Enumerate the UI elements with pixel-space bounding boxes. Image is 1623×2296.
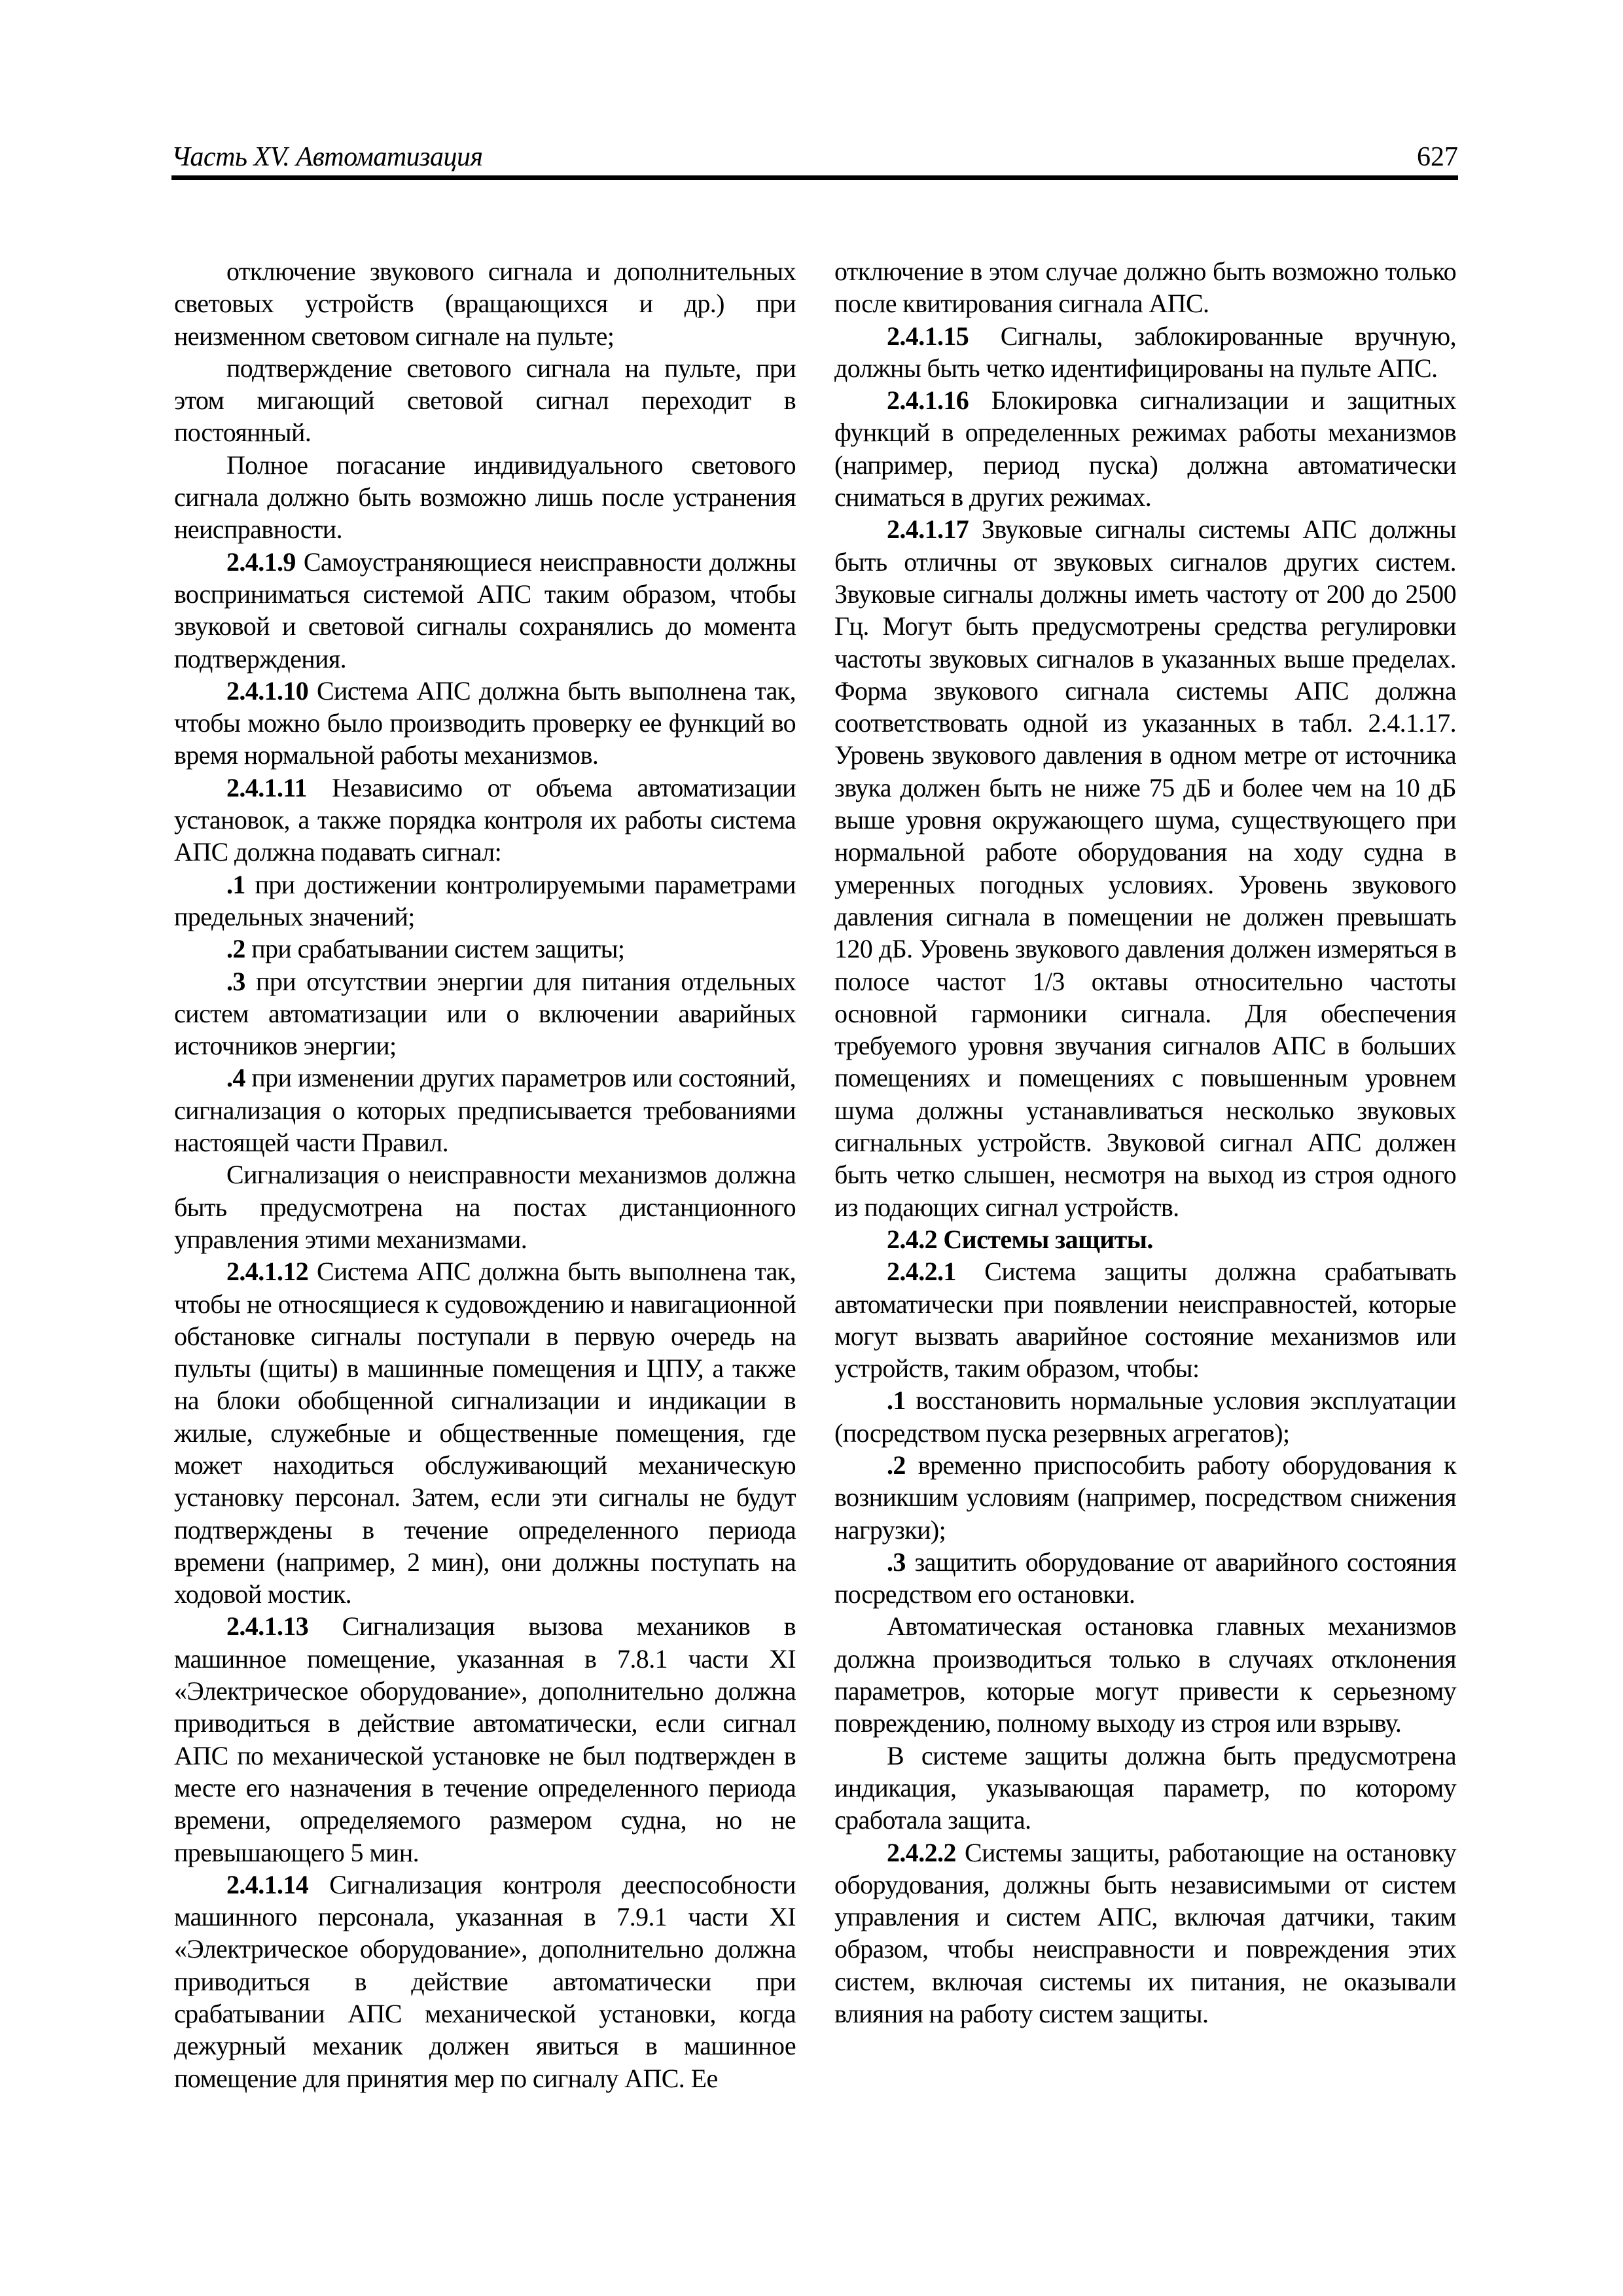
paragraph [174, 352, 796, 449]
header-rule [171, 175, 1458, 180]
paragraph-text: защитить оборудование от аварийного состояния посредством его остановки. [834, 1547, 1456, 1609]
paragraph-text: подтверждение светового сигнала на пульте, при этом мигающий световой сигнал переходит в постоянный. [174, 353, 796, 448]
clause-number: .2 [887, 1450, 906, 1480]
paragraph [174, 1158, 796, 1255]
clause-number: .3 [887, 1547, 906, 1577]
paragraph-text: Самоустраняющиеся неисправности должны восприниматься системой АПС таким образом, чтобы звуковой и световой сигналы сохранялись до момента подтверждения. [174, 547, 796, 673]
paragraph-text: Система АПС должна быть выполнена так, чтобы можно было производить проверку ее функций во время нормальной работы механизмов. [174, 675, 796, 770]
paragraph [834, 1837, 1456, 2030]
paragraph-text: Сигнализация контроля дееспособности машинного персонала, указанная в 7.9.1 части XI «Электрическое оборудование», дополнительно должна приводиться в действие автоматически при срабатывании АПС механической установки, когда дежурный механик должен явиться в машинное помещение для принятия мер по сигналу АПС. Ее [174, 1869, 796, 2093]
paragraph [174, 1610, 796, 1868]
clause-number: 2.4.1.13 [226, 1611, 309, 1641]
paragraph-text: Автоматическая остановка главных механизмов должна производиться только в случаях отклонения параметров, которые могут привести к серьезному повреждению, полному выходу из строя или взрыву. [834, 1611, 1456, 1738]
clause-number: 2.4.1.15 [887, 321, 969, 351]
paragraph [174, 1869, 796, 2094]
paragraph [834, 320, 1456, 385]
paragraph [834, 1255, 1456, 1384]
paragraph-text: временно приспособить работу оборудования к возникшим условиям (например, посредством снижения нагрузки); [834, 1450, 1456, 1545]
clause-number: 2.4.1.10 [226, 675, 309, 706]
paragraph-text: отключение звукового сигнала и дополнительных световых устройств (вращающихся и др.) при неизменном световом сигнале на пульте; [174, 257, 796, 351]
clause-number: .2 [226, 934, 245, 964]
clause-number: 2.4.1.14 [226, 1869, 309, 1899]
paragraph [834, 1610, 1456, 1739]
paragraph [834, 513, 1456, 1223]
section-heading [834, 1223, 1456, 1255]
paragraph [834, 1740, 1456, 1837]
paragraph-text: Полное погасание индивидуального светового сигнала должно быть возможно лишь после устранения неисправности. [174, 450, 796, 545]
paragraph-text: В системе защиты должна быть предусмотрена индикация, указывающая параметр, по которому сработала защита. [834, 1740, 1456, 1835]
clause-number: 2.4.1.17 [887, 514, 969, 545]
paragraph-text: Система АПС должна быть выполнена так, чтобы не относящиеся к судовождению и навигационной обстановке сигналы поступали в первую очередь на пульты (щиты) в машинные помещения и ЦПУ, а также на блоки обобщенной сигнализации и индикации в жилые, служебные и общественные помещения, где может находиться обслуживающий механическую установку персонал. Затем, если эти сигналы не будут подтверждены в течение определенного периода времени (например, 2 мин), они должны поступать на ходовой мостик. [174, 1257, 796, 1609]
clause-number: 2.4.2.1 [887, 1257, 956, 1287]
clause-number: 2.4.2.2 [887, 1837, 956, 1867]
paragraph [174, 1255, 796, 1610]
paragraph [174, 255, 796, 352]
paragraph-text: при срабатывании систем защиты; [245, 934, 625, 964]
clause-number: 2.4.1.16 [887, 386, 969, 416]
paragraph [174, 675, 796, 772]
clause-number: .1 [887, 1386, 906, 1416]
paragraph [174, 933, 796, 965]
paragraph-text: Сигналы, заблокированные вручную, должны быть четко идентифицированы на пульте АПС. [834, 321, 1456, 383]
right-column [834, 255, 1456, 2030]
paragraph [834, 1384, 1456, 1449]
clause-number: .3 [226, 966, 245, 996]
paragraph-text: Сигнализация о неисправности механизмов должна быть предусмотрена на постах дистанционного управления этими механизмами. [174, 1160, 796, 1254]
running-header [171, 139, 1458, 173]
paragraph [174, 965, 796, 1062]
paragraph [174, 1062, 796, 1158]
paragraph-text: при достижении контролируемыми параметрами предельных значений; [174, 869, 796, 931]
paragraph-text: при отсутствии энергии для питания отдельных систем автоматизации или о включении аварийных источников энергии; [174, 966, 796, 1061]
paragraph-text: Система защиты должна срабатывать автоматически при появлении неисправностей, которые могут вызвать аварийное состояние механизмов или устройств, таким образом, чтобы: [834, 1257, 1456, 1384]
paragraph [174, 449, 796, 546]
paragraph-text: восстановить нормальные условия эксплуатации (посредством пуска резервных агрегатов); [834, 1386, 1456, 1448]
paragraph-text: Независимо от объема автоматизации установок, а также порядка контроля их работы система АПС должна подавать сигнал: [174, 772, 796, 867]
paragraph [174, 772, 796, 869]
clause-number: 2.4.1.12 [226, 1257, 309, 1287]
paragraph [834, 1546, 1456, 1611]
clause-number: .4 [226, 1063, 245, 1093]
paragraph-text: Системы защиты, работающие на остановку оборудования, должны быть независимыми от систем управления и систем АПС, включая датчики, таким образом, чтобы неисправности и повреждения этих систем, включая системы их питания, не оказывали влияния на работу систем защиты. [834, 1837, 1456, 2029]
paragraph [174, 546, 796, 675]
paragraph [174, 869, 796, 933]
clause-number: 2.4.1.11 [226, 772, 307, 802]
paragraph [834, 255, 1456, 320]
paragraph-text: Сигнализация вызова механиков в машинное помещение, указанная в 7.8.1 части XI «Электрическое оборудование», дополнительно должна приводиться в действие автоматически, если сигнал АПС по механической установке не был подтвержден в месте его назначения в течение определенного периода времени, определяемого размером судна, но не превышающего 5 мин. [174, 1611, 796, 1867]
paragraph [834, 1449, 1456, 1546]
header-title: Часть XV. Автоматизация [171, 142, 483, 172]
clause-number: 2.4.1.9 [226, 547, 296, 577]
paragraph-text: при изменении других параметров или состояний, сигнализация о которых предписывается требованиями настоящей части Правил. [174, 1063, 796, 1158]
paragraph-text: Блокировка сигнализации и защитных функций в определенных режимах работы механизмов (например, период пуска) должна автоматически сниматься в других режимах. [834, 386, 1456, 512]
page-number: 627 [1417, 142, 1458, 172]
clause-number: 2.4.2 Системы защиты. [887, 1224, 1153, 1254]
paragraph-text: отключение в этом случае должно быть возможно только после квитирования сигнала АПС. [834, 257, 1456, 319]
clause-number: .1 [226, 869, 245, 899]
paragraph-text: Звуковые сигналы системы АПС должны быть отличны от звуковых сигналов других систем. Звуковые сигналы должны иметь частоту от 200 до 2500 Гц. Могут быть предусмотрены средства регулировки частоты звуковых сигналов в указанных выше пределах. Форма звукового сигнала системы АПС должна соответствовать одной из указанных в табл. 2.4.1.17. Уровень звукового давления в одном метре от источника звука должен быть не ниже 75 дБ и более чем на 10 дБ выше уровня окружающего шума, существующего при нормальной работе оборудования на ходу судна в умеренных погодных условиях. Уровень звукового давления сигнала в помещении не должен превышать 120 дБ. Уровень звукового давления должен измеряться в полосе частот 1/3 октавы относительно частоты основной гармоники сигнала. Для обеспечения требуемого уровня звучания сигналов АПС в больших помещениях и помещениях с повышенным уровнем шума должны устанавливаться несколько звуковых сигнальных устройств. Звуковой сигнал АПС должен быть четко слышен, несмотря на выход из строя одного из подающих сигнал устройств. [834, 514, 1456, 1222]
left-column [174, 255, 796, 2094]
paragraph [834, 384, 1456, 513]
